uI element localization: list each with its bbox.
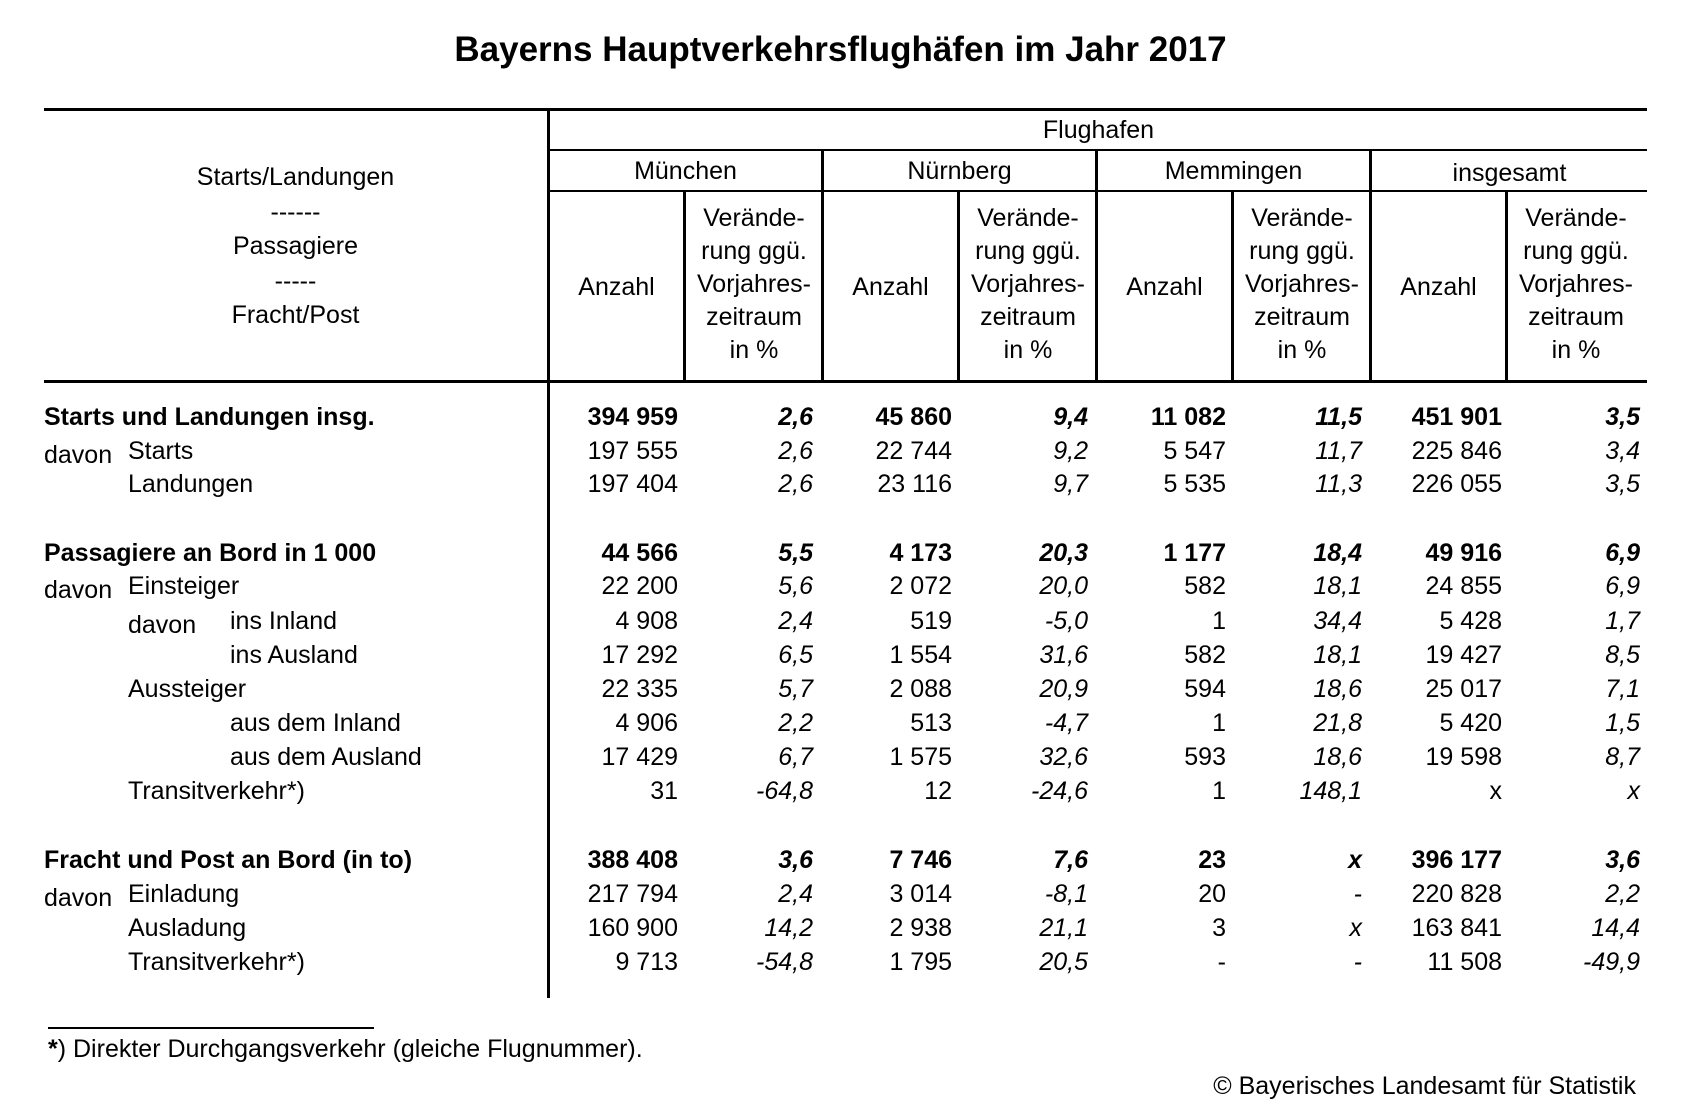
row-prefix: davon [128,611,197,639]
count-cell: 22 335 [601,675,678,703]
row-label-text: Landungen [128,470,254,498]
count-cell: 3 014 [889,880,952,908]
row-prefix: davon [44,441,113,469]
page-title: Bayerns Hauptverkehrsflughäfen im Jahr 2017 [454,30,1227,69]
count-cell: 1 [1212,709,1226,737]
count-cell: 519 [910,607,952,635]
count-cell: 23 [1198,846,1226,874]
count-cell: 7 746 [889,846,952,874]
count-header: Anzahl [578,273,655,301]
count-cell: 19 598 [1425,743,1502,771]
change-cell: -64,8 [756,777,813,805]
count-cell: 160 900 [587,914,678,942]
header-bottom-rule [44,380,1647,383]
count-cell: 25 017 [1425,675,1502,703]
count-cell: 594 [1184,675,1226,703]
footnote-text: ) Direkter Durchgangsverkehr (gleiche Flugnummer). [57,1035,643,1063]
count-cell: 49 916 [1425,539,1502,567]
change-cell: 7,1 [1605,675,1640,703]
change-cell: 18,6 [1313,675,1362,703]
count-cell: 17 429 [601,743,678,771]
count-cell: 5 420 [1439,709,1502,737]
airport-header-muenchen: München [634,157,737,185]
change-header: Verände- rung ggü. Vorjahres- zeitraum in % [1245,204,1359,364]
change-cell: 20,3 [1039,539,1088,567]
change-cell: 9,4 [1053,403,1088,431]
change-cell: 2,6 [778,437,813,465]
row-label-text: Starts und Landungen insg. [44,403,375,431]
change-cell: 34,4 [1313,607,1362,635]
change-cell: 20,5 [1039,948,1088,976]
count-cell: 2 938 [889,914,952,942]
change-cell: 14,4 [1591,914,1640,942]
count-cell: 2 088 [889,675,952,703]
count-cell: 23 116 [877,470,952,498]
change-cell: -54,8 [756,948,813,976]
count-cell: 225 846 [1411,437,1502,465]
change-cell: - [1353,880,1362,908]
change-cell: 6,5 [778,641,813,669]
count-cell: 226 055 [1411,470,1502,498]
row-prefix: davon [44,576,113,604]
change-cell: 7,6 [1053,846,1088,874]
count-cell: 582 [1184,572,1226,600]
footnote-rule [48,1027,374,1029]
group-header: Flughafen [1042,116,1155,144]
row-label-text: Einladung [128,880,240,908]
change-cell: 6,7 [778,743,813,771]
count-cell: 5 535 [1163,470,1226,498]
change-cell: 3,5 [1605,470,1640,498]
change-cell: 5,6 [778,572,813,600]
change-cell: 9,7 [1053,470,1088,498]
change-cell: 21,1 [1039,914,1088,942]
count-cell: 22 744 [875,437,952,465]
count-header: Anzahl [852,273,929,301]
count-cell: 396 177 [1411,846,1502,874]
change-header: Verände- rung ggü. Vorjahres- zeitraum in % [971,204,1085,364]
airport-header-nuernberg: Nürnberg [907,157,1012,185]
count-cell: 5 428 [1439,607,1502,635]
stub-divider [547,110,550,998]
change-cell: -24,6 [1031,777,1088,805]
change-cell: 18,1 [1313,572,1362,600]
change-cell: 2,4 [778,607,813,635]
change-cell: 3,6 [778,846,813,874]
count-cell: 217 794 [587,880,678,908]
change-cell: 2,6 [778,470,813,498]
change-cell: 11,5 [1315,403,1362,431]
row-label-text: Einsteiger [128,572,240,600]
change-cell: -49,9 [1583,948,1640,976]
count-cell: 22 200 [601,572,678,600]
row-label-text: aus dem Ausland [230,743,422,771]
stub-header: Starts/Landungen ------ Passagiere ----- Fracht/Post [196,163,395,329]
count-cell: 1 554 [889,641,952,669]
count-cell: 3 [1212,914,1226,942]
count-cell: 163 841 [1411,914,1502,942]
top-rule [44,108,1647,111]
change-cell: x [1349,914,1362,942]
count-cell: 9 713 [615,948,678,976]
row-label-text: Ausladung [128,914,247,942]
count-cell: 1 575 [889,743,952,771]
footnote [48,1035,643,1064]
change-cell: 2,2 [1605,880,1640,908]
change-cell: - [1353,948,1362,976]
count-cell: 197 404 [587,470,678,498]
change-cell: 6,9 [1605,539,1640,567]
count-cell: 17 292 [601,641,678,669]
change-cell: 18,1 [1313,641,1362,669]
change-header: Verände- rung ggü. Vorjahres- zeitraum in % [1519,204,1633,364]
change-cell: x [1348,846,1362,874]
count-cell: 593 [1184,743,1226,771]
change-cell: -8,1 [1044,880,1088,908]
change-cell: 2,2 [778,709,813,737]
change-cell: 3,6 [1605,846,1640,874]
count-cell: 4 906 [615,709,678,737]
count-cell: 1 177 [1163,539,1226,567]
change-cell: 14,2 [764,914,813,942]
count-cell: 513 [910,709,952,737]
airport-header-insgesamt: insgesamt [1452,159,1567,187]
row-label-text: Aussteiger [128,675,247,703]
count-header: Anzahl [1126,273,1203,301]
count-cell: 31 [650,777,678,805]
count-cell: 12 [924,777,952,805]
count-cell: 1 [1212,607,1226,635]
count-cell: 44 566 [601,539,678,567]
change-cell: 5,7 [778,675,813,703]
row-prefix: davon [44,884,113,912]
change-cell: 3,5 [1605,403,1640,431]
change-cell: 2,6 [778,403,813,431]
airport-header-memmingen: Memmingen [1164,157,1303,185]
change-cell: -4,7 [1044,709,1088,737]
count-cell: 4 173 [889,539,952,567]
count-cell: 451 901 [1411,403,1502,431]
change-cell: 8,5 [1605,641,1640,669]
count-cell: 582 [1184,641,1226,669]
change-cell: 3,4 [1605,437,1640,465]
count-cell: 1 [1212,777,1226,805]
row-label-text: Fracht und Post an Bord (in to) [44,846,413,874]
count-cell: 45 860 [875,403,952,431]
change-cell: -5,0 [1044,607,1088,635]
count-cell: 19 427 [1425,641,1502,669]
change-cell: x [1627,777,1640,805]
change-header: Verände- rung ggü. Vorjahres- zeitraum in % [697,204,811,364]
change-cell: 21,8 [1313,709,1362,737]
change-cell: 1,5 [1605,709,1640,737]
count-cell: 197 555 [587,437,678,465]
count-cell: 11 082 [1150,403,1226,431]
change-cell: 1,7 [1605,607,1640,635]
change-cell: 18,4 [1313,539,1362,567]
count-cell: 2 072 [889,572,952,600]
row-label-text: Passagiere an Bord in 1 000 [44,539,377,567]
count-cell: 20 [1198,880,1226,908]
row-label-text: ins Ausland [230,641,358,669]
change-cell: 31,6 [1039,641,1088,669]
change-cell: 18,6 [1313,743,1362,771]
count-cell: 4 908 [615,607,678,635]
count-cell: x [1489,777,1502,805]
count-header: Anzahl [1400,273,1477,301]
change-cell: 2,4 [778,880,813,908]
row-label-text: ins Inland [230,607,338,635]
change-cell: 11,3 [1315,470,1362,498]
footnote-marker: * [48,1035,58,1063]
count-cell: 220 828 [1411,880,1502,908]
change-cell: 20,0 [1039,572,1088,600]
change-cell: 5,5 [778,539,813,567]
change-cell: 148,1 [1299,777,1362,805]
count-cell: 388 408 [587,846,678,874]
change-cell: 11,7 [1315,437,1362,465]
change-cell: 9,2 [1053,437,1088,465]
copyright: © Bayerisches Landesamt für Statistik [1213,1072,1636,1100]
count-cell: 394 959 [587,403,678,431]
change-cell: 32,6 [1039,743,1088,771]
row-label-text: Starts [128,437,194,465]
count-cell: 1 795 [889,948,952,976]
row-label-text: aus dem Inland [230,709,401,737]
change-cell: 8,7 [1605,743,1640,771]
count-cell: 5 547 [1163,437,1226,465]
change-cell: 6,9 [1605,572,1640,600]
count-cell: 24 855 [1425,572,1502,600]
change-cell: 20,9 [1039,675,1088,703]
row-label-text: Transitverkehr*) [128,777,305,805]
count-cell: 11 508 [1427,948,1502,976]
row-label-text: Transitverkehr*) [128,948,305,976]
count-cell: - [1217,948,1226,976]
